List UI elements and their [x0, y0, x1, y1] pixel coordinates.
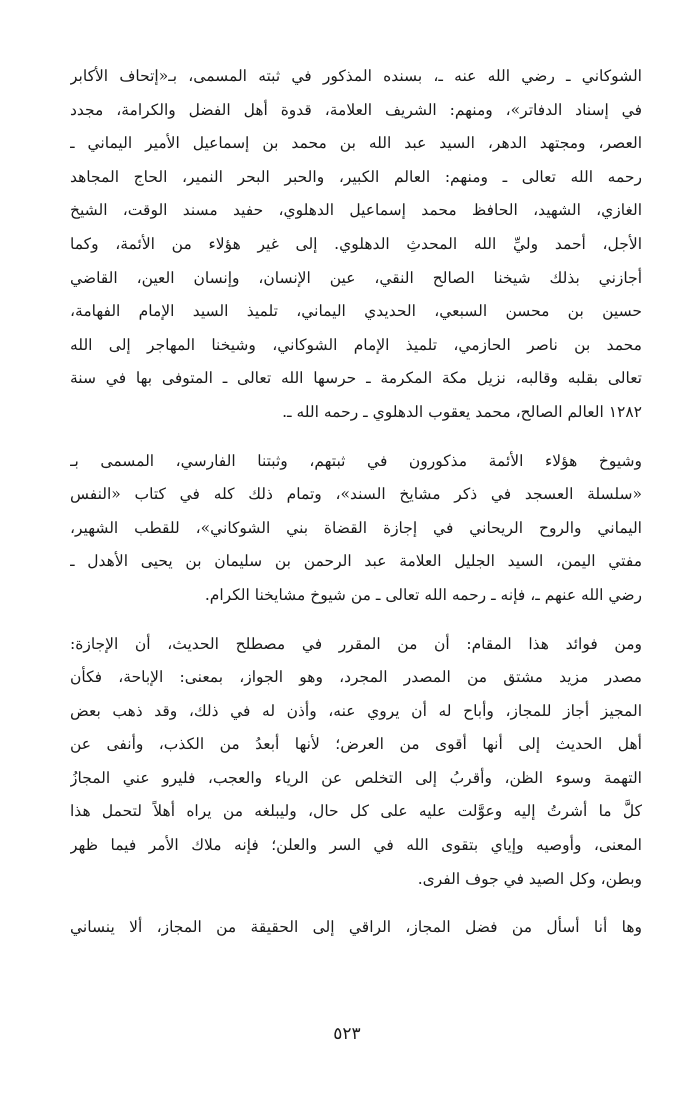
paragraph-3: [70, 628, 642, 897]
text-line: الشوكاني ـ رضي الله عنه ـ، بسنده المذكور في ثبته المسمى، بـ«إتحاف الأكابر: [70, 67, 642, 85]
text-line: الأجل، أحمد وليِّ الله المحدثِ الدهلوي. إلى غير هؤلاء من الأئمة، وكما: [70, 234, 642, 253]
text-line: ومن فوائد هذا المقام: أن من المقرر في مصطلح الحديث، أن الإجازة:: [70, 634, 642, 653]
text-line: رضي الله عنهم ـ، فإنه ـ رحمه الله تعالى ـ من شيوخ مشايخنا الكرام.: [204, 585, 642, 604]
text-line: مفتي اليمن، السيد الجليل العلامة عبد الرحمن بن سليمان بن يحيى الأهدل ـ: [70, 552, 642, 571]
text-line: «سلسلة العسجد في ذكر مشايخ السند»، وتمام ذلك كله في كتاب «النفس: [70, 485, 642, 504]
text-line: وها أنا أسأل من فضل المجاز، الراقي إلى الحقيقة من المجاز، ألا ينساني: [70, 918, 642, 937]
text-line: أجازني بذلك شيخنا الصالح النقي، عين الإنسان، وإنسان العين، القاضي: [70, 268, 642, 287]
text-line: حسين بن محسن السبعي، الحديدي اليماني، تلميذ السيد الإمام الفهامة،: [70, 302, 642, 321]
text-line: في إسناد الدفاتر»، ومنهم: الشريف العلامة، قدوة أهل الفضل والكرامة، مجدد: [70, 100, 642, 119]
text-line: محمد بن ناصر الحازمي، تلميذ الإمام الشوكاني، وشيخنا المهاجر إلى الله: [70, 335, 642, 354]
text-line: المجيز أجاز للمجاز، وأباح له أن يروي عنه، وأذن له في ذلك، وقد ذهب بعض: [70, 701, 642, 720]
text-line: العصر، ومجتهد الدهر، السيد عبد الله بن محمد بن إسماعيل الأمير اليماني ـ: [70, 134, 642, 153]
paragraph-1: [70, 60, 642, 430]
text-line: ١٢٨٢ العالم الصالح، محمد يعقوب الدهلوي ـ رحمه الله ـ.: [282, 402, 642, 421]
text-line: رحمه الله تعالى ـ ومنهم: العالم الكبير، والحبر البحر النمير، الحاج المجاهد: [70, 167, 642, 186]
text-line: المعنى، وأوصيه وإياي بتقوى الله في السر والعلن؛ فإنه ملاك الأمر فيما ظهر: [70, 836, 642, 855]
text-line: الغازي، الشهيد، الحافظ محمد إسماعيل الدهلوي، حفيد مسند الوقت، الشيخ: [70, 201, 642, 220]
text-line: تعالى بقلبه وقالبه، نزيل مكة المكرمة ـ حرسها الله تعالى ـ المتوفى بها في سنة: [70, 369, 642, 388]
page-number: ٥٢٣: [333, 1024, 361, 1044]
paragraph-4: [70, 911, 642, 945]
text-line: اليماني والروح الريحاني في إجازة القضاة بني الشوكاني»، للقطب الشهير،: [70, 518, 642, 537]
text-line: التهمة وسوء الظن، وأقربُ إلى التخلص عن الرياء والعجب، فليرو عني المجازُ: [70, 768, 642, 787]
page-body: [70, 60, 642, 960]
text-line: كلَّ ما أشرتُ إليه وعوَّلت عليه على كل حال، وليبلغه من يراه أهلاً لتحمل هذا: [70, 802, 642, 821]
text-line: وبطن، وكل الصيد في جوف الفرى.: [417, 869, 642, 888]
paragraph-2: [70, 445, 642, 613]
text-line: وشيوخ هؤلاء الأئمة مذكورون في ثبتهم، وثبتنا الفارسي، المسمى بـ: [70, 451, 642, 470]
text-line: مصدر مزيد مشتق من المصدر المجرد، وهو الجواز، بمعنى: الإباحة، فكأن: [70, 668, 642, 687]
text-line: أهل الحديث إلى أنها أقوى من العرض؛ لأنها أبعدُ من الكذب، وأنفى عن: [70, 735, 642, 754]
